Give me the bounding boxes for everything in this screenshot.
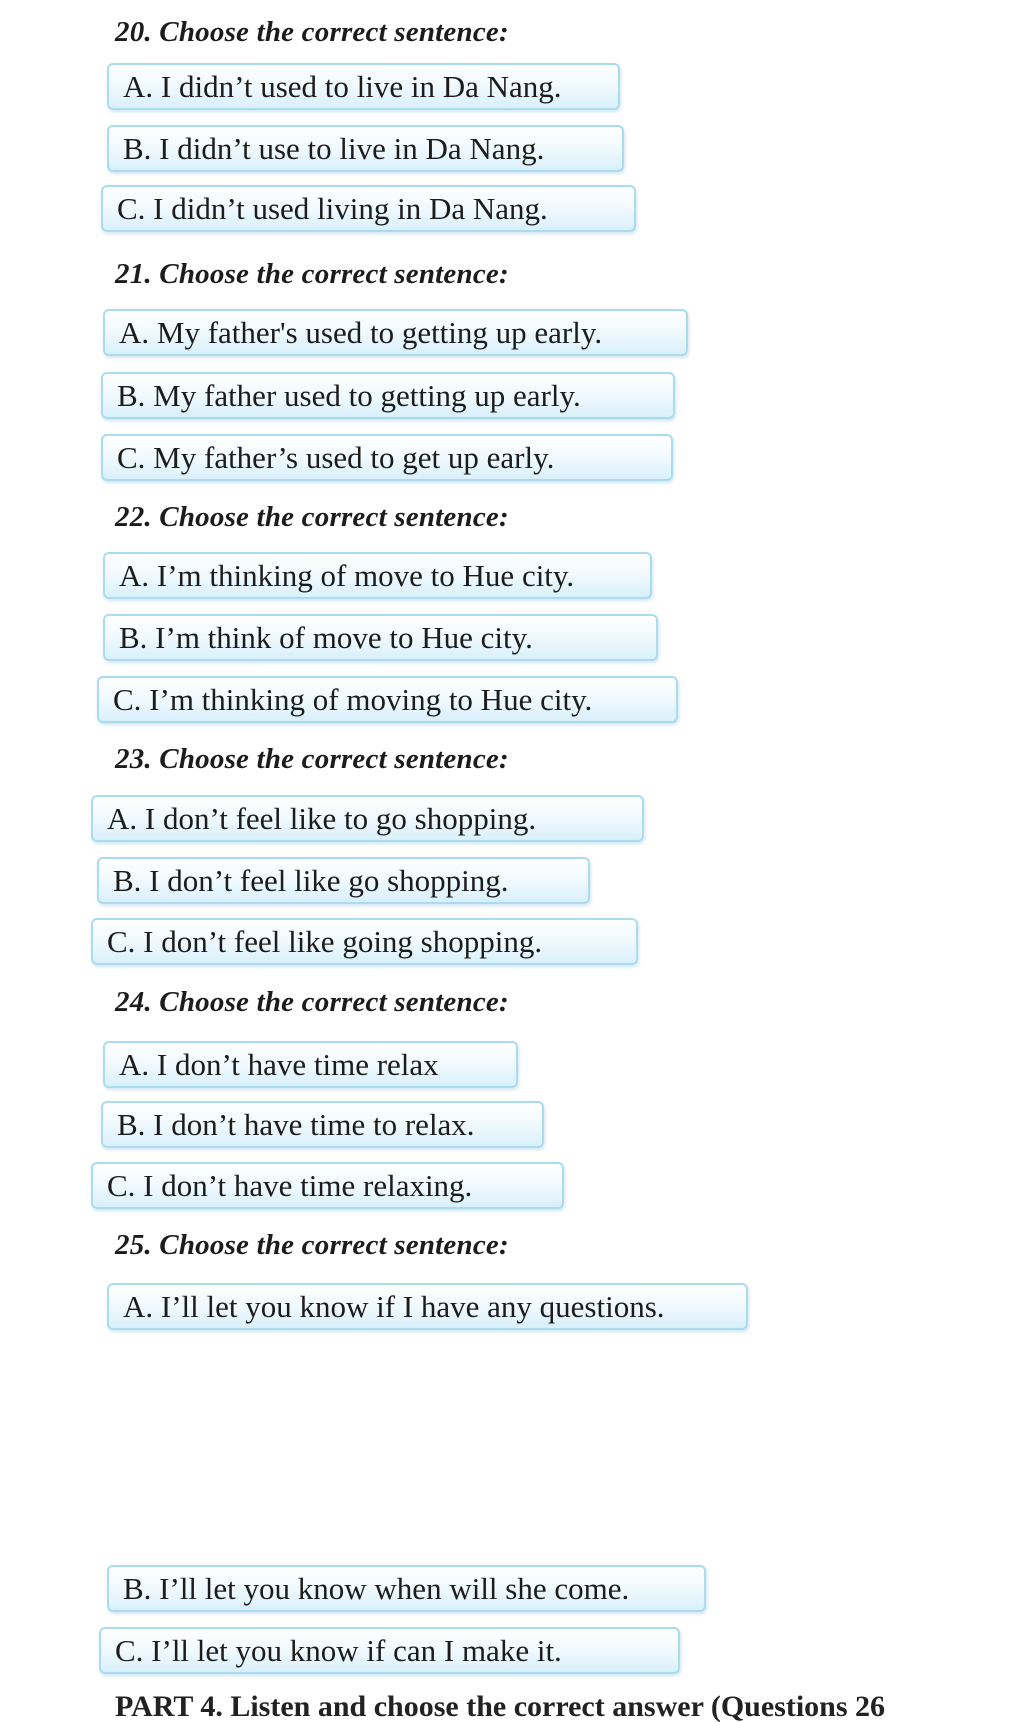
- question-20-heading: 20. Choose the correct sentence:: [115, 16, 509, 48]
- question-25-heading: 25. Choose the correct sentence:: [115, 1229, 509, 1261]
- question-21-heading: 21. Choose the correct sentence:: [115, 258, 509, 290]
- question-24-heading: 24. Choose the correct sentence:: [115, 986, 509, 1018]
- question-24-option-c[interactable]: C. I don’t have time relaxing.: [91, 1162, 564, 1209]
- question-24-option-b[interactable]: B. I don’t have time to relax.: [101, 1101, 544, 1148]
- question-22-option-a[interactable]: A. I’m thinking of move to Hue city.: [103, 552, 652, 599]
- question-25-option-b[interactable]: B. I’ll let you know when will she come.: [107, 1565, 706, 1612]
- question-23-option-c[interactable]: C. I don’t feel like going shopping.: [91, 918, 638, 965]
- question-21-option-c[interactable]: C. My father’s used to get up early.: [101, 434, 673, 481]
- question-20-option-b[interactable]: B. I didn’t use to live in Da Nang.: [107, 125, 624, 172]
- question-21-option-b[interactable]: B. My father used to getting up early.: [101, 372, 675, 419]
- question-23-option-a[interactable]: A. I don’t feel like to go shopping.: [91, 795, 644, 842]
- question-24-option-a[interactable]: A. I don’t have time relax: [103, 1041, 518, 1088]
- question-22-option-c[interactable]: C. I’m thinking of moving to Hue city.: [97, 676, 678, 723]
- question-25-option-a[interactable]: A. I’ll let you know if I have any questions.: [107, 1283, 748, 1330]
- question-23-option-b[interactable]: B. I don’t feel like go shopping.: [97, 857, 590, 904]
- question-23-heading: 23. Choose the correct sentence:: [115, 743, 509, 775]
- part-4-heading-fragment: PART 4. Listen and choose the correct answer (Questions 26: [115, 1692, 886, 1722]
- question-21-option-a[interactable]: A. My father's used to getting up early.: [103, 309, 688, 356]
- question-22-heading: 22. Choose the correct sentence:: [115, 501, 509, 533]
- question-25-option-c[interactable]: C. I’ll let you know if can I make it.: [99, 1627, 680, 1674]
- question-22-option-b[interactable]: B. I’m think of move to Hue city.: [103, 614, 658, 661]
- question-20-option-c[interactable]: C. I didn’t used living in Da Nang.: [101, 185, 636, 232]
- question-20-option-a[interactable]: A. I didn’t used to live in Da Nang.: [107, 63, 620, 110]
